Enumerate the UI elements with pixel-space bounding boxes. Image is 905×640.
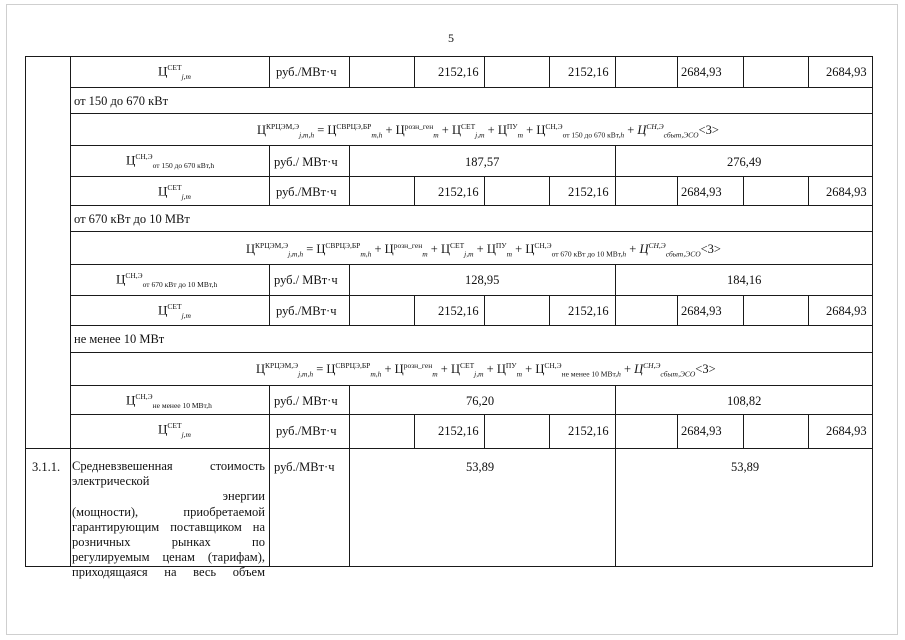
- price-formula: $Ц^{КРЦЭМ,Э}_{j,m,h} = Ц^{СВРЦЭ,БР}_{m,h} + Ц^{розн\_ген}_m + Ц^{СЕТ}_{j,m} + Ц^{ПУ}_m + Ц^{СН,Э}_{от 150 до 670 кВт,h} + Ц^{СН,Э}_{сбыт,ЭСО}<3>$: [257, 122, 719, 140]
- price-formula: $Ц^{КРЦЭМ,Э}_{j,m,h} = Ц^{СВРЦЭ,БР}_{m,h} + Ц^{розн\_ген}_m + Ц^{СЕТ}_{j,m} + Ц^{ПУ}_m + Ц^{СН,Э}_{не менее 10 МВт,h} + Ц^{СН,Э}_{сбыт,ЭСО}<3>$: [256, 361, 716, 379]
- value-cell: 76,20: [466, 394, 495, 408]
- value-cell: 2684,93: [681, 185, 722, 199]
- sn-symbol: $Ц^{СН,Э}_{не менее 10 МВт,h}$: [126, 392, 212, 410]
- value-cell: 276,49: [727, 155, 762, 169]
- value-cell: 2152,16: [568, 424, 609, 438]
- tariff-symbol: $Ц^{СЕТ}_{j,m}$: [158, 302, 191, 320]
- value-cell: 53,89: [466, 460, 495, 474]
- value-cell: 2684,93: [826, 304, 867, 318]
- value-cell: 2152,16: [568, 304, 609, 318]
- unit-label: руб./МВт·ч: [276, 65, 337, 79]
- tariff-symbol: $Ц^{СЕТ}_{j,m}$: [158, 63, 191, 81]
- unit-label: руб./МВт·ч: [276, 424, 337, 438]
- unit-label: руб./МВт·ч: [274, 460, 335, 474]
- value-cell: 108,82: [727, 394, 762, 408]
- value-cell: 2684,93: [681, 304, 722, 318]
- value-cell: 2684,93: [826, 424, 867, 438]
- tariff-symbol: $Ц^{СЕТ}_{j,m}$: [158, 421, 191, 439]
- value-cell: 187,57: [465, 155, 500, 169]
- unit-label: руб./МВт·ч: [276, 185, 337, 199]
- value-cell: 2152,16: [568, 185, 609, 199]
- unit-label: руб./МВт·ч: [276, 304, 337, 318]
- value-cell: 184,16: [727, 273, 762, 287]
- value-cell: 2152,16: [568, 65, 609, 79]
- value-cell: 2152,16: [438, 185, 479, 199]
- value-cell: 2684,93: [826, 185, 867, 199]
- unit-label: руб./ МВт·ч: [274, 394, 338, 408]
- page-number: 5: [448, 31, 454, 45]
- sn-symbol: $Ц^{СН,Э}_{от 150 до 670 кВт,h}$: [126, 152, 215, 170]
- value-cell: 2684,93: [826, 65, 867, 79]
- section-title: от 150 до 670 кВт: [74, 94, 169, 108]
- section-title: не менее 10 МВт: [74, 332, 165, 346]
- unit-label: руб./ МВт·ч: [274, 273, 338, 287]
- value-cell: 2152,16: [438, 424, 479, 438]
- value-cell: 128,95: [465, 273, 500, 287]
- item-description: Средневзвешенная стоимость электрической энергии (мощности), приобретаемой гарантирующим поставщиком на розничных рынках по регулируемым ценам (тарифам), приходящаяся на весь объем: [72, 459, 265, 580]
- value-cell: 2152,16: [438, 65, 479, 79]
- value-cell: 53,89: [731, 460, 760, 474]
- item-number: 3.1.1.: [32, 460, 61, 474]
- section-title: от 670 кВт до 10 МВт: [74, 212, 190, 226]
- tariff-symbol: $Ц^{СЕТ}_{j,m}$: [158, 183, 191, 201]
- sn-symbol: $Ц^{СН,Э}_{от 670 кВт до 10 МВт,h}$: [116, 271, 218, 289]
- value-cell: 2684,93: [681, 65, 722, 79]
- value-cell: 2684,93: [681, 424, 722, 438]
- price-formula: $Ц^{КРЦЭМ,Э}_{j,m,h} = Ц^{СВРЦЭ,БР}_{m,h} + Ц^{розн\_ген}_m + Ц^{СЕТ}_{j,m} + Ц^{ПУ}_m + Ц^{СН,Э}_{от 670 кВт до 10 МВт,h} + Ц^{СН,Э}_{сбыт,ЭСО}<3>$: [246, 241, 721, 259]
- unit-label: руб./ МВт·ч: [274, 155, 338, 169]
- value-cell: 2152,16: [438, 304, 479, 318]
